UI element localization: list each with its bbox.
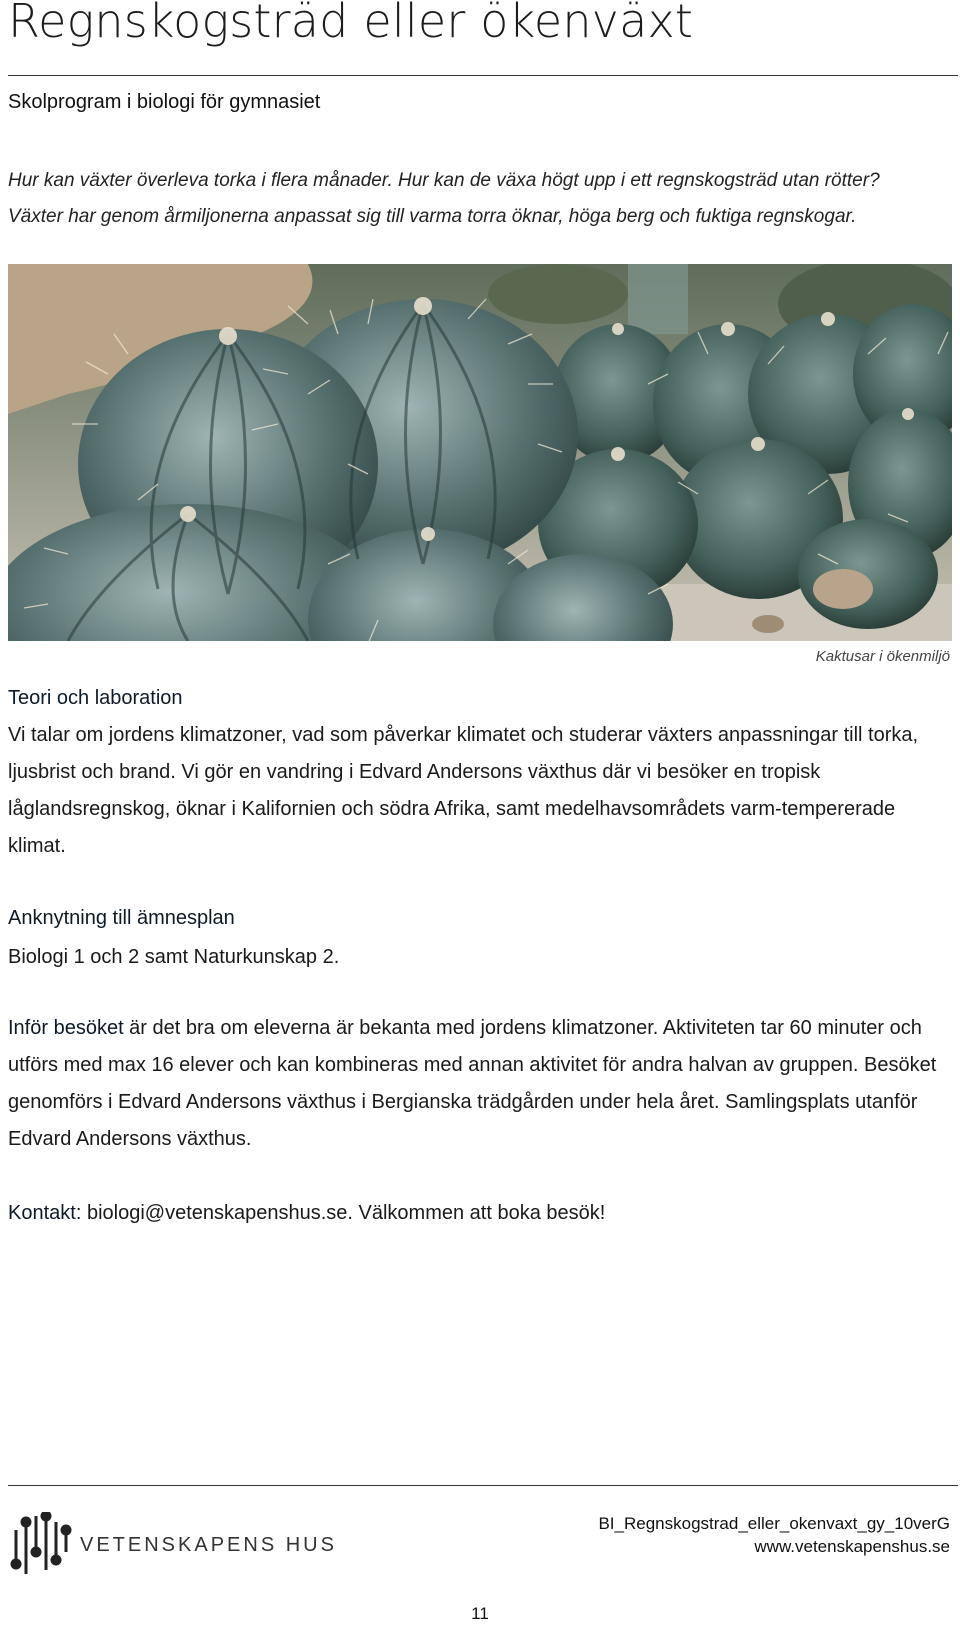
vetenskapens-hus-logo-icon bbox=[10, 1512, 80, 1582]
footer-divider bbox=[8, 1485, 958, 1486]
before-visit-lead: Inför besöket bbox=[8, 1017, 124, 1039]
curriculum-heading: Anknytning till ämnesplan bbox=[8, 907, 235, 929]
intro-line-1: Hur kan växter överleva torka i flera månader. Hur kan de växa högt upp i ett regnskogsträd utan rötter? bbox=[8, 170, 880, 191]
cactus-photo bbox=[8, 264, 952, 641]
logo-wordmark: VETENSKAPENS HUS bbox=[80, 1534, 337, 1556]
contact-text: : biologi@vetenskapenshus.se. Välkommen att boka besök! bbox=[75, 1202, 606, 1224]
document-id: BI_Regnskogstrad_eller_okenvaxt_gy_10verG bbox=[598, 1514, 950, 1533]
photo-caption: Kaktusar i ökenmiljö bbox=[815, 648, 950, 665]
theory-paragraph: Vi talar om jordens klimatzoner, vad som påverkar klimatet och studerar växters anpassningar till torka, ljusbrist och brand. Vi gör en vandring i Edvard Andersons växthus där vi besöker en tropisk låglandsregnskog, öknar i Kalifornien och södra Afrika, samt medelhavsområdets varm-tempererade klimat. bbox=[8, 724, 919, 857]
page-number: 11 bbox=[471, 1604, 489, 1623]
contact-lead: Kontakt bbox=[8, 1202, 76, 1224]
curriculum-paragraph: Biologi 1 och 2 samt Naturkunskap 2. bbox=[8, 946, 340, 968]
page-subtitle: Skolprogram i biologi för gymnasiet bbox=[8, 91, 321, 113]
before-visit-text: är det bra om eleverna är bekanta med jordens klimatzoner. Aktiviteten tar 60 minuter och utförs med max 16 elever och kan kombineras med annan aktivitet för andra halvan av gruppen. Besöket genomförs i Edvard Andersons växthus i Bergianska trädgården under hela året. Samlingsplats utanför Edvard Andersons växthus. bbox=[8, 1017, 937, 1150]
page-title: Regnskogsträd eller ökenväxt bbox=[8, 0, 694, 48]
intro-line-2: Växter har genom årmiljonerna anpassat sig till varma torra öknar, höga berg och fuktiga regnskogar. bbox=[8, 206, 857, 227]
contact-paragraph bbox=[8, 1195, 948, 1232]
intro-text bbox=[8, 163, 948, 235]
before-visit-paragraph bbox=[8, 1010, 948, 1158]
header-divider bbox=[8, 75, 958, 76]
website-link[interactable]: www.vetenskapenshus.se bbox=[754, 1537, 950, 1556]
theory-heading: Teori och laboration bbox=[8, 687, 183, 709]
footer-info bbox=[598, 1512, 950, 1558]
